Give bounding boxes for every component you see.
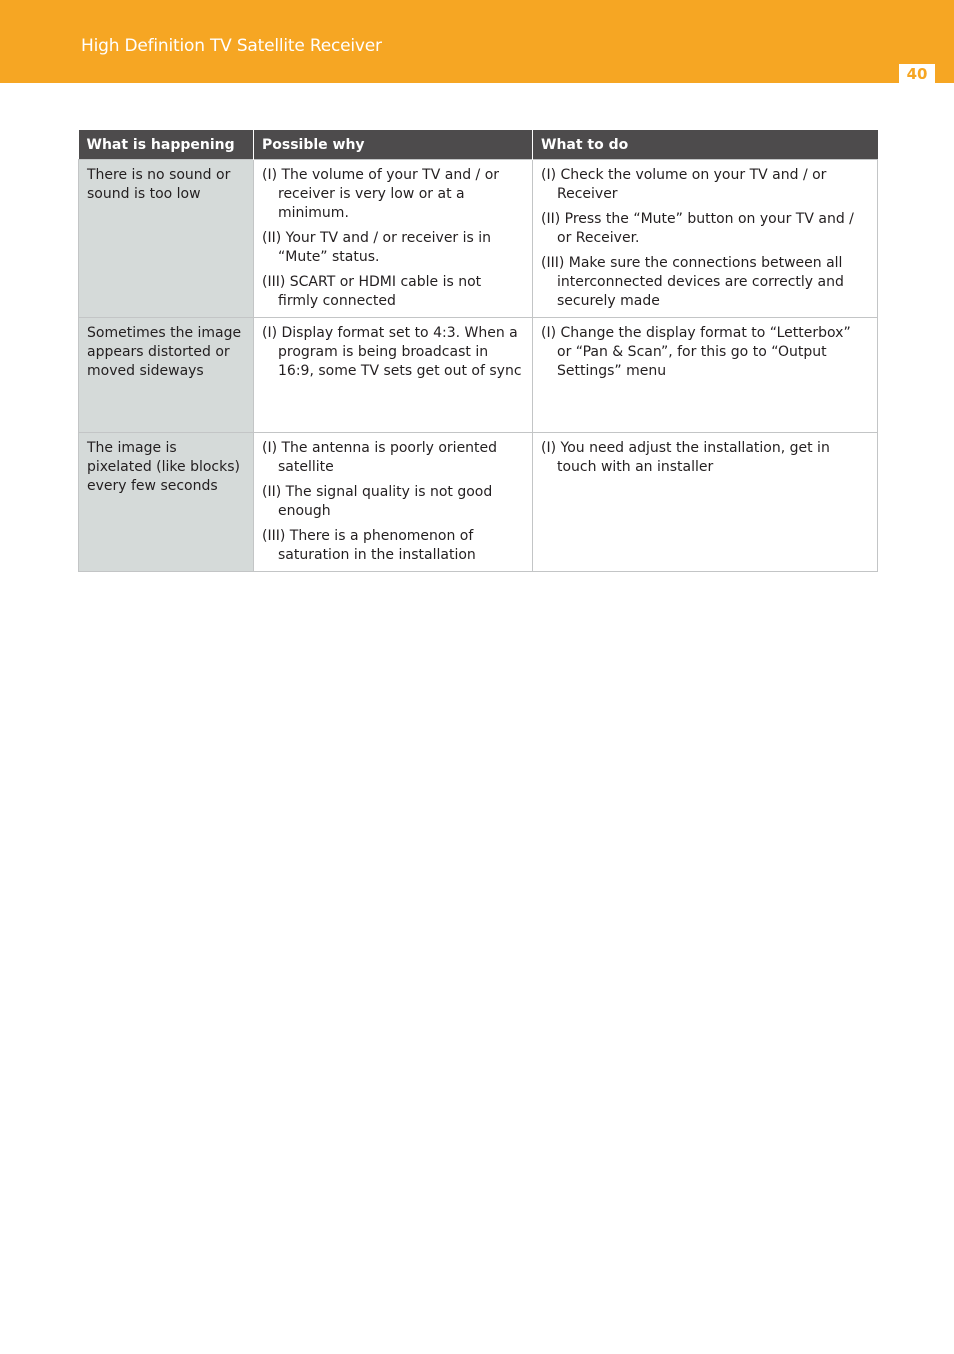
column-header-possible-why: Possible why bbox=[254, 130, 533, 160]
solution-cell bbox=[533, 160, 878, 318]
document-title: High Definition TV Satellite Receiver bbox=[81, 36, 382, 56]
cause-item: (II) Your TV and / or receiver is in “Mute” status. bbox=[262, 230, 492, 265]
cause-item: (I) The volume of your TV and / or receiver is very low or at a minimum. bbox=[262, 167, 500, 221]
cause-item: (II) The signal quality is not good enough bbox=[262, 484, 493, 519]
cause-item: (I) The antenna is poorly oriented satellite bbox=[262, 440, 498, 475]
cause-cell bbox=[254, 433, 533, 572]
cause-item: (III) There is a phenomenon of saturation in the installation bbox=[262, 528, 476, 563]
column-header-what-to-do: What to do bbox=[533, 130, 878, 160]
cause-item: (III) SCART or HDMI cable is not firmly connected bbox=[262, 274, 482, 309]
solution-item: (I) Change the display format to “Letterbox” or “Pan & Scan”, for this go to “Output Settings” menu bbox=[541, 325, 851, 379]
column-header-what-is-happening: What is happening bbox=[79, 130, 254, 160]
troubleshooting-table bbox=[78, 130, 878, 572]
cause-cell bbox=[254, 318, 533, 433]
symptom-cell: There is no sound or sound is too low bbox=[79, 160, 254, 318]
solution-cell bbox=[533, 318, 878, 433]
solution-item: (I) You need adjust the installation, get in touch with an installer bbox=[541, 440, 830, 475]
symptom-cell: The image is pixelated (like blocks) every few seconds bbox=[79, 433, 254, 572]
table-row bbox=[79, 318, 878, 433]
solution-item: (I) Check the volume on your TV and / or Receiver bbox=[541, 167, 827, 202]
symptom-cell: Sometimes the image appears distorted or moved sideways bbox=[79, 318, 254, 433]
cause-cell bbox=[254, 160, 533, 318]
solution-item: (III) Make sure the connections between all interconnected devices are correctly and securely made bbox=[541, 255, 844, 309]
page-number: 40 bbox=[899, 64, 935, 84]
solution-cell bbox=[533, 433, 878, 572]
solution-item: (II) Press the “Mute” button on your TV and / or Receiver. bbox=[541, 211, 854, 246]
cause-item: (I) Display format set to 4:3. When a program is being broadcast in 16:9, some TV sets get out of sync bbox=[262, 325, 522, 379]
table-row bbox=[79, 433, 878, 572]
table-row bbox=[79, 160, 878, 318]
table-header-row bbox=[79, 130, 878, 160]
